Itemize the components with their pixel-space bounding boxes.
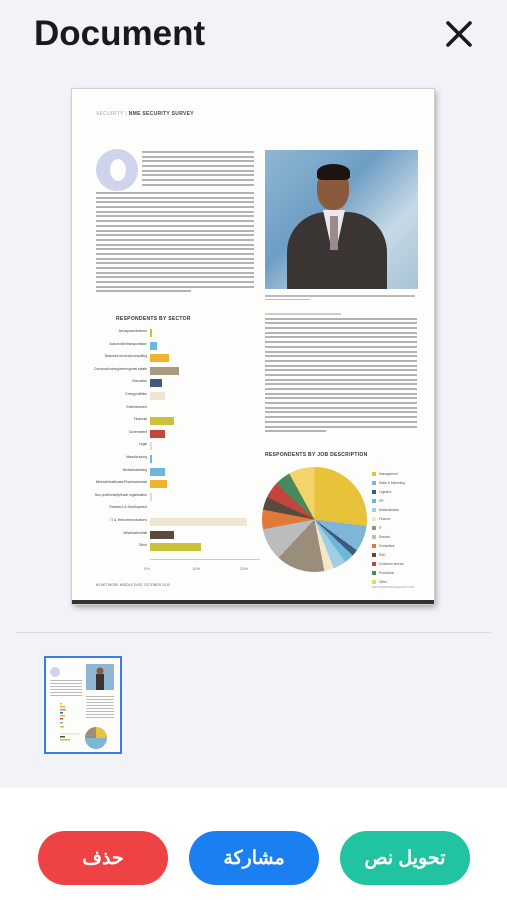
legend-item xyxy=(372,568,405,577)
bar-row xyxy=(92,379,252,388)
bar-label: Education xyxy=(132,379,147,384)
bar-label: Aerospace/defence xyxy=(118,329,147,333)
legend-label: Administration xyxy=(379,507,400,512)
header-title: NME SECURITY SURVEY xyxy=(128,111,194,117)
bar xyxy=(150,379,162,387)
bar-row xyxy=(92,543,252,552)
legend-label: Customer service xyxy=(379,561,404,566)
bar-row xyxy=(92,392,252,401)
bar xyxy=(150,392,165,400)
legend-swatch xyxy=(372,517,376,521)
legend-label: Other xyxy=(379,579,387,584)
bar xyxy=(150,531,174,539)
bar-label: Medical/healthcare/Pharmaceutical xyxy=(95,480,147,485)
bar-label: Automotive/transportation xyxy=(109,341,147,346)
bar-row xyxy=(92,455,252,464)
page-footer-right: NETWORKMIDDLEEAST.COM xyxy=(372,585,415,589)
convert-text-button[interactable]: تحويل نص xyxy=(340,831,470,885)
sector-chart-title: RESPONDENTS BY SECTOR xyxy=(116,316,191,322)
bar xyxy=(150,442,152,450)
legend-label: HR xyxy=(379,498,384,503)
legend-item xyxy=(372,541,405,550)
legend-item xyxy=(372,532,405,541)
page-edge xyxy=(72,600,434,604)
bar xyxy=(150,417,174,425)
article-text-block xyxy=(96,192,254,295)
legend-label: Finance xyxy=(379,516,391,521)
legend-label: IT xyxy=(379,525,382,530)
legend-swatch xyxy=(372,481,376,485)
bottom-toolbar xyxy=(0,788,507,900)
bar-label: Other xyxy=(138,543,147,548)
tick-label: 20% xyxy=(240,566,249,571)
delete-button[interactable]: حذف xyxy=(38,831,168,885)
legend-swatch xyxy=(372,508,376,512)
legend-label: Production xyxy=(379,570,395,575)
bar-label: Construction/engineering/real estate xyxy=(94,366,147,371)
article-text-block xyxy=(142,151,254,189)
bar xyxy=(150,518,247,526)
bar xyxy=(150,367,179,375)
bar-row xyxy=(92,367,252,376)
header xyxy=(0,0,507,80)
legend-item xyxy=(372,496,405,505)
legend-label: Director xyxy=(379,534,391,539)
bar-row xyxy=(92,417,252,426)
bar-row xyxy=(92,430,252,439)
dropcap-letter xyxy=(110,159,126,181)
page-title: Document xyxy=(34,14,206,53)
pie-legend xyxy=(372,469,405,586)
bar-row xyxy=(92,329,252,338)
close-icon[interactable] xyxy=(443,18,475,50)
legend-label: Logistics xyxy=(379,489,392,494)
bar-row xyxy=(92,354,252,363)
portrait-photo xyxy=(265,150,418,289)
sector-bar-chart xyxy=(92,329,252,557)
legend-swatch xyxy=(372,472,376,476)
bar-label: Entertainment xyxy=(126,404,147,409)
legend-swatch xyxy=(372,571,376,575)
bar-row xyxy=(92,405,252,414)
bar xyxy=(150,354,169,362)
bar-label: Non profit/charity/trade organisation xyxy=(94,492,147,497)
legend-item xyxy=(372,505,405,514)
bar-label: Manufacturing xyxy=(126,455,147,459)
header-separator: | xyxy=(125,111,129,117)
legend-item xyxy=(372,550,405,559)
bar xyxy=(150,493,152,501)
bar-label: Government xyxy=(128,429,147,434)
bar-label: IT & Telecommunications xyxy=(110,518,147,522)
legend-item xyxy=(372,559,405,568)
bar-label: Wholesale/retail xyxy=(123,530,147,535)
document-preview xyxy=(72,89,434,604)
legend-swatch xyxy=(372,490,376,494)
bar xyxy=(150,342,157,350)
page-thumbnail[interactable] xyxy=(44,656,122,754)
bar xyxy=(150,543,201,551)
bar-row xyxy=(92,480,252,489)
bar xyxy=(150,329,152,337)
legend-label: Management xyxy=(379,471,398,476)
bar-label: Media/marketing xyxy=(122,467,147,472)
legend-label: Sales & Marketing xyxy=(379,480,405,485)
legend-item xyxy=(372,487,405,496)
bar-row xyxy=(92,505,252,514)
legend-swatch xyxy=(372,499,376,503)
bar xyxy=(150,430,165,438)
bar-row xyxy=(92,442,252,451)
article-text-block xyxy=(265,313,417,435)
bar-row xyxy=(92,531,252,540)
bar-label: Legal xyxy=(138,442,147,447)
bar-row xyxy=(92,342,252,351)
job-pie-chart xyxy=(262,467,367,572)
legend-swatch xyxy=(372,535,376,539)
legend-item xyxy=(372,478,405,487)
document-header xyxy=(96,111,194,117)
bar-row xyxy=(92,518,252,527)
bar-row xyxy=(92,493,252,502)
section-label: SECURITY xyxy=(96,111,124,117)
legend-swatch xyxy=(372,580,376,584)
thumbnail-preview xyxy=(46,658,120,752)
photo-caption xyxy=(265,295,415,302)
legend-label: Consultant xyxy=(379,543,395,548)
legend-item xyxy=(372,469,405,478)
legend-swatch xyxy=(372,562,376,566)
bar-row xyxy=(92,468,252,477)
bar xyxy=(150,455,152,463)
legend-swatch xyxy=(372,553,376,557)
bar-label: Energy/utilities xyxy=(125,392,147,396)
job-chart-title: RESPONDENTS BY JOB DESCRIPTION xyxy=(265,452,368,458)
legend-label: R&D xyxy=(379,552,386,557)
bar-label: Business services/consulting xyxy=(104,354,147,359)
bar-label: Research & Development xyxy=(109,505,147,510)
bar-label: Financial xyxy=(133,417,147,422)
divider xyxy=(16,632,491,633)
legend-swatch xyxy=(372,526,376,530)
tick-label: 0% xyxy=(144,566,150,571)
bar xyxy=(150,480,167,488)
chart-axis xyxy=(150,559,260,560)
tick-label: 10% xyxy=(192,566,201,571)
bar xyxy=(150,468,165,476)
legend-item xyxy=(372,514,405,523)
legend-item xyxy=(372,523,405,532)
legend-swatch xyxy=(372,544,376,548)
share-button[interactable]: مشاركة xyxy=(189,831,319,885)
page-footer: 64 NETWORK MIDDLE EAST OCTOBER 2010 xyxy=(96,583,170,587)
